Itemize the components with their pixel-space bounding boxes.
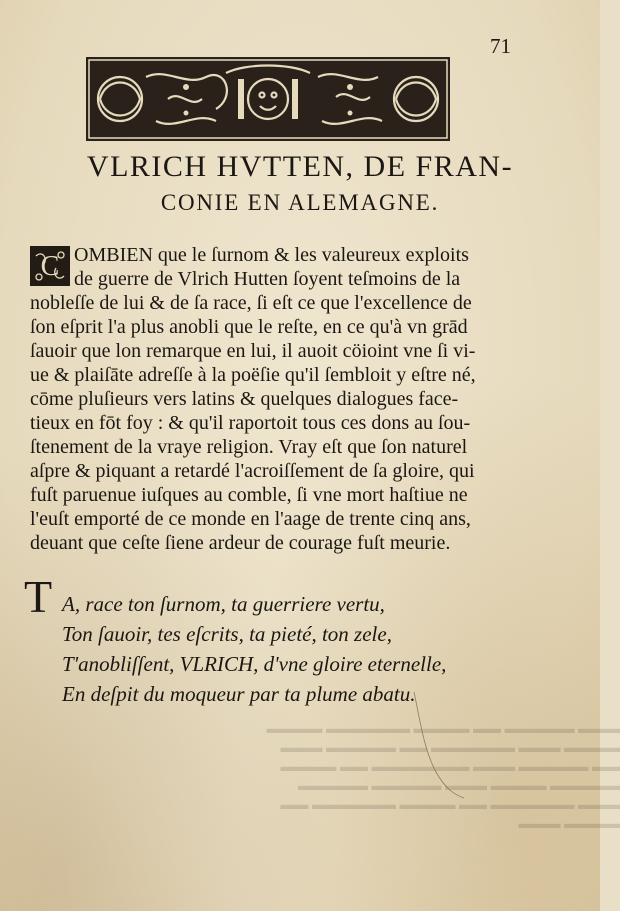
paragraph-line-2: de guerre de Vlrich Hutten ſoyent teſmoins de la: [74, 268, 461, 290]
paragraph-line-3: nobleſſe de lui & de ſa race, ſi eſt ce que l'excellence de: [30, 292, 472, 314]
paragraph-line-12: l'euſt emporté de ce monde en l'aage de trente cinq ans,: [30, 508, 471, 530]
drop-cap-letter: C: [40, 251, 60, 282]
paragraph-line-1: OMBIEN que le ſurnom & les valeureux exploits: [74, 244, 469, 266]
pen-stroke-mark: [410, 690, 470, 800]
decorated-initial: [30, 246, 70, 286]
verse-line-1: A, race ton ſurnom, ta guerriere vertu,: [62, 592, 385, 616]
ornamental-headpiece: [86, 57, 450, 141]
paragraph-line-9: ſtenement de la vraye religion. Vray eſt que ſon naturel: [30, 436, 468, 458]
paragraph-line-8: tieux en fōt foy : & qu'il raportoit tous ces dons au ſou-: [30, 412, 471, 434]
paragraph-line-6: ue & plaiſāte adreſſe à la poëſie qu'il ſembloit y eſtre né,: [30, 364, 476, 386]
paragraph-line-5: ſauoir que lon remarque en lui, il auoit cöioint vne ſi vi-: [30, 340, 476, 362]
page-number: 71: [490, 34, 511, 58]
paragraph-line-10: aſpre & piquant a retardé l'acroiſſement de ſa gloire, qui: [30, 460, 475, 482]
paragraph-line-7: cōme pluſieurs vers latins & quelques dialogues face-: [30, 388, 459, 410]
verse-line-3: T'anobliſſent, VLRICH, d'vne gloire eternelle,: [62, 652, 447, 676]
paragraph-line-11: fuſt paruenue iuſques au comble, ſi vne mort haſtiue ne: [30, 484, 468, 506]
verse-initial: T: [24, 571, 53, 622]
paragraph-line-13: deuant que ceſte ſiene ardeur de courage fuſt meurie.: [30, 532, 451, 554]
show-through-from-reverse: ▬▬▬ ▬▬▬▬▬ ▬▬ ▬▬▬▬ ▬▬▬▬▬▬ ▬▬▬▬ ▬▬▬▬ ▬▬▬ ▬▬▬▬▬▬ ▬▬ ▬▬▬▬▬ ▬▬▬ ▬▬ ▬▬▬▬▬ ▬▬▬ ▬▬▬▬▬▬▬ ▬▬ ▬▬▬▬ ▬▬▬▬▬ ▬▬▬▬ ▬▬▬ ▬▬▬▬▬ ▬▬▬▬▬ ▬▬▬ ▬▬▬▬▬▬ ▬▬ ▬▬▬▬ ▬▬▬▬▬▬ ▬▬ ▬▬▬▬ ▬▬▬: [266, 722, 620, 832]
verse-line-2: Ton ſauoir, tes eſcrits, ta pieté, ton zele,: [62, 622, 392, 646]
chapter-title-line-1: VLRICH HVTTEN, DE FRAN-: [86, 150, 514, 183]
verse-line-4: En deſpit du moqueur par ta plume abatu.: [62, 682, 416, 706]
paragraph-line-4: ſon eſprit l'a plus anobli que le reſte, en ce qu'à vn grād: [30, 316, 468, 338]
chapter-title-line-2: CONIE EN ALEMAGNE.: [160, 190, 440, 215]
